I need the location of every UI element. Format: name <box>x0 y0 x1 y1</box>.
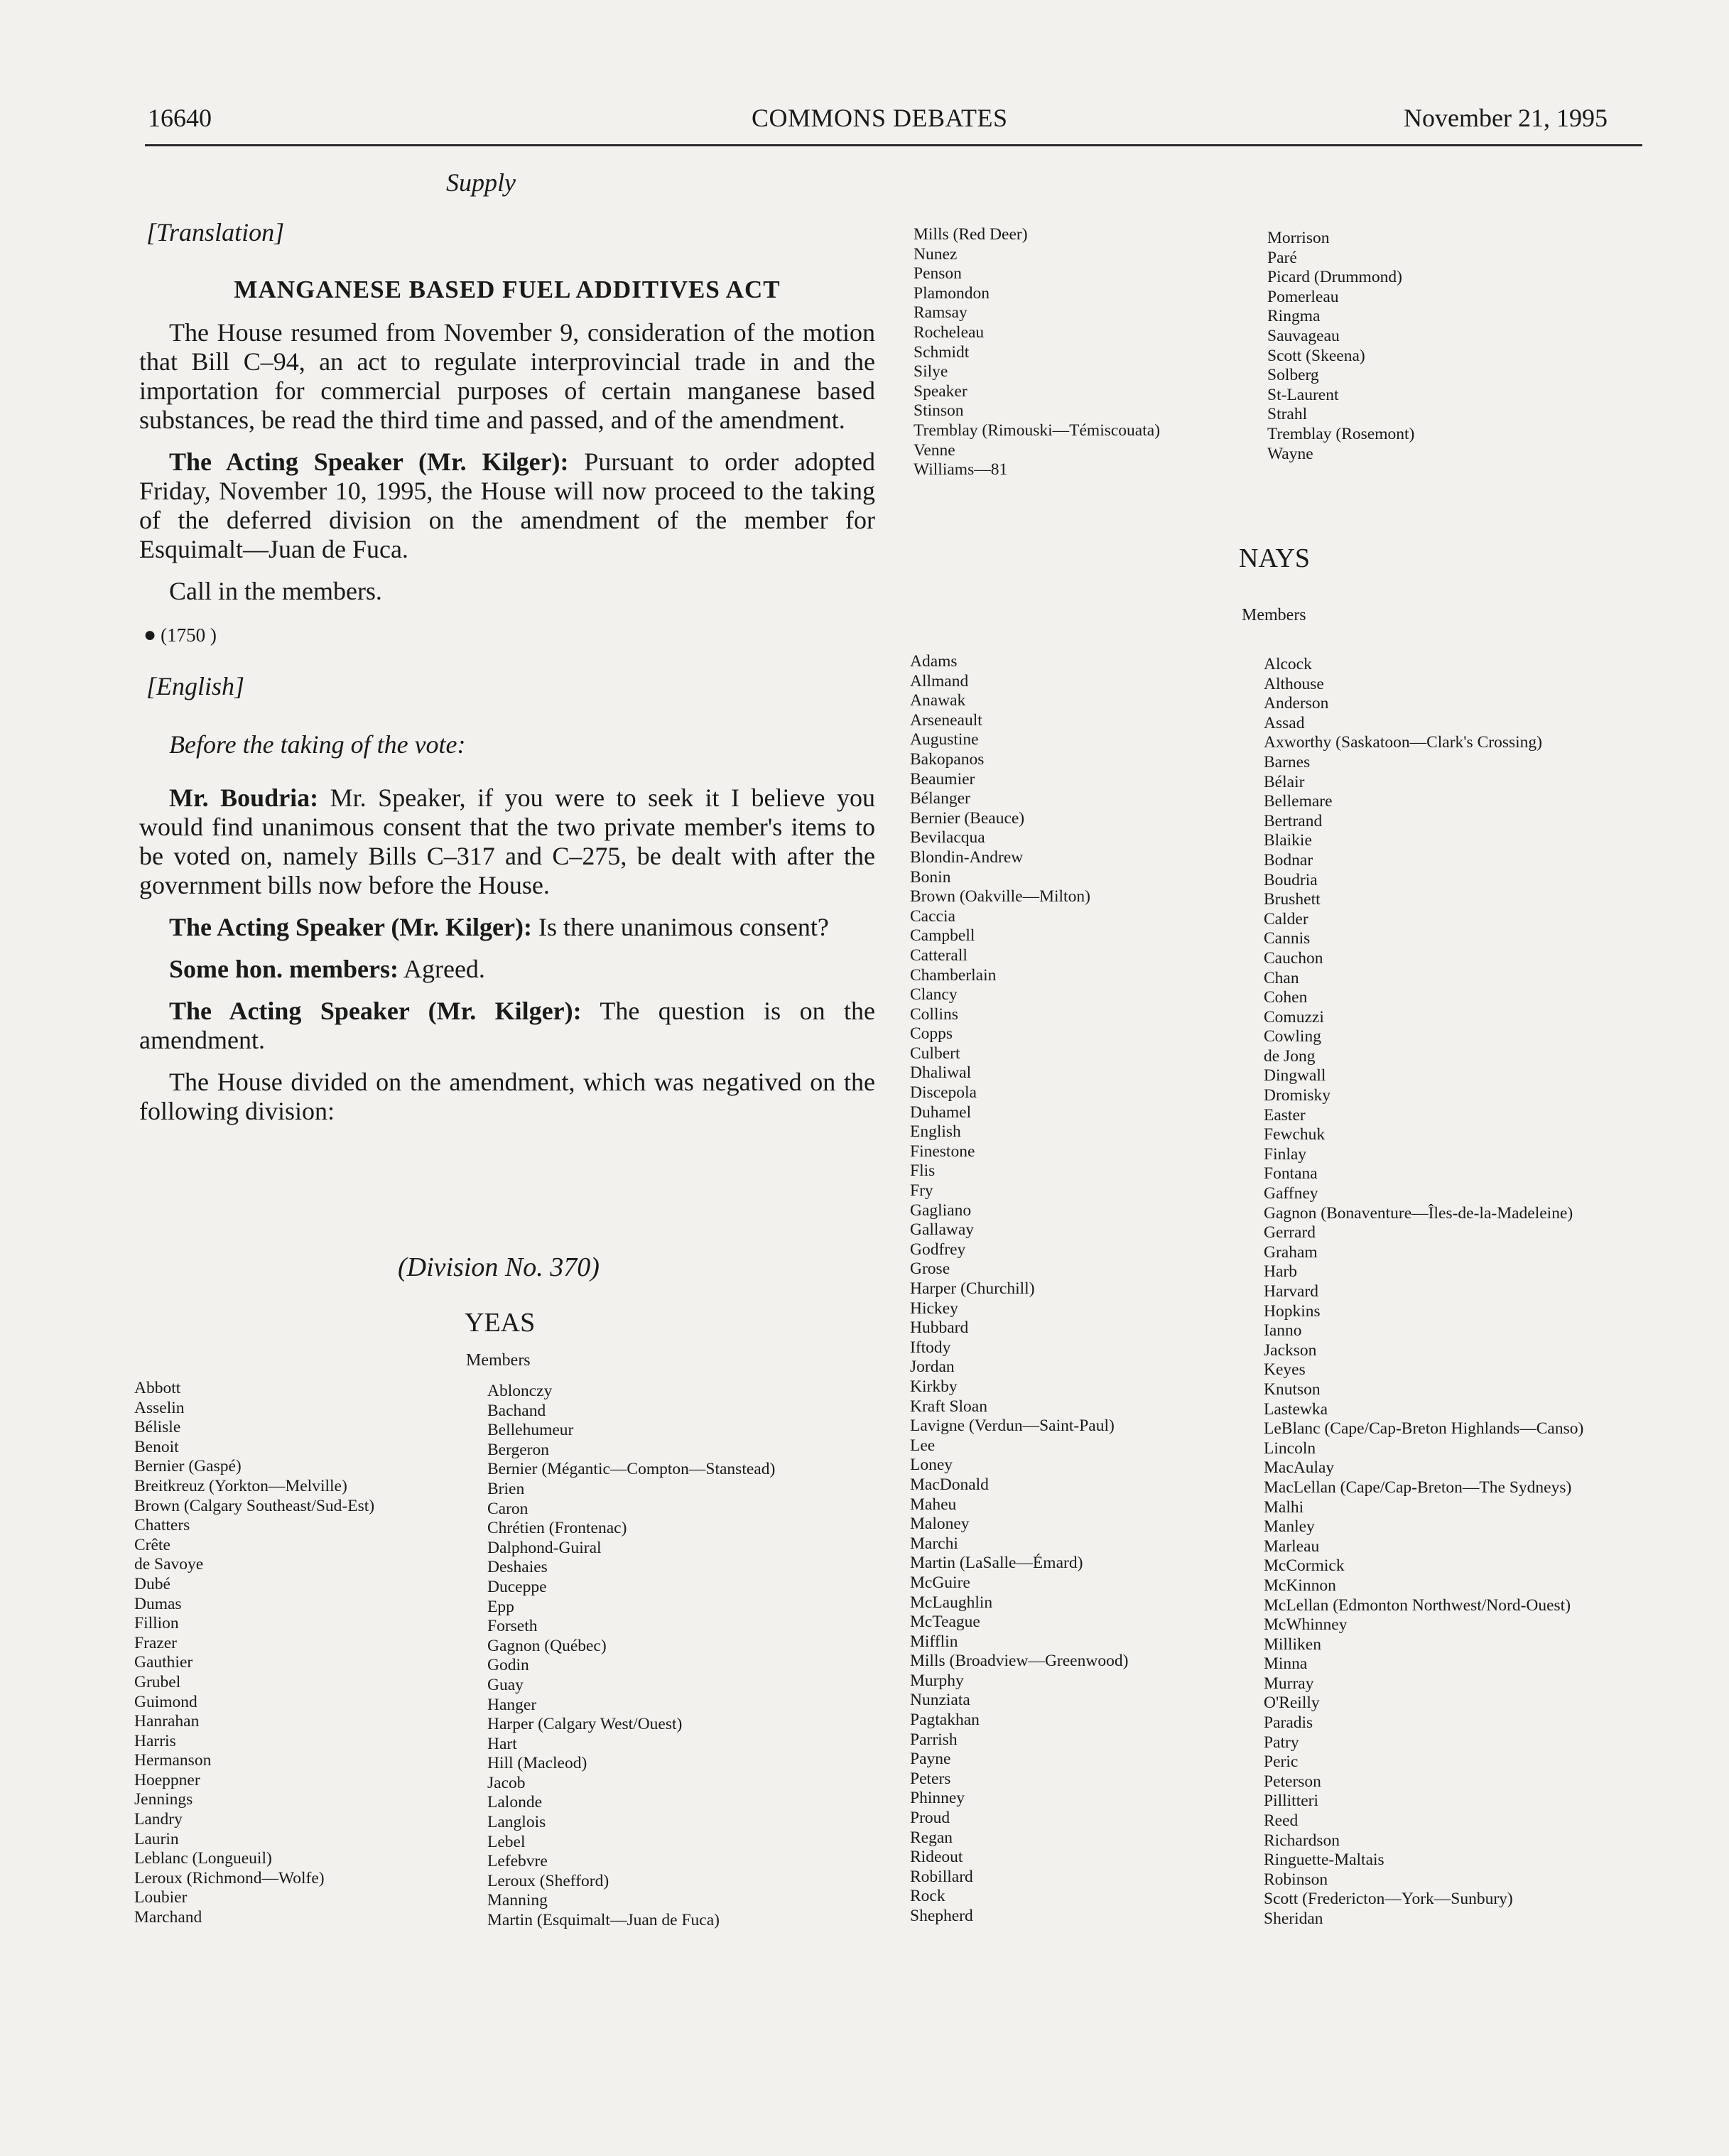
member-name: Harris <box>134 1731 176 1750</box>
member-name: Dhaliwal <box>910 1063 972 1083</box>
agreed-paragraph <box>139 955 875 984</box>
member-name: Discepola <box>910 1083 977 1103</box>
nays-members-label: Members <box>1242 606 1306 624</box>
nays-list-col1 <box>910 652 1128 1927</box>
member-name: O'Reilly <box>1264 1694 1320 1713</box>
member-name: Penson <box>914 264 962 283</box>
member-name: Ramsay <box>914 303 968 323</box>
member-name: Finestone <box>910 1142 975 1161</box>
yeas-list-col4 <box>1267 229 1414 464</box>
member-name: Campbell <box>910 926 975 946</box>
member-name: Brushett <box>1264 890 1321 909</box>
member-name: Payne <box>910 1750 951 1769</box>
member-name: Bellemare <box>1264 792 1333 811</box>
member-name: Anderson <box>1264 694 1329 713</box>
member-name: Chan <box>1264 968 1299 987</box>
speaker-text: Mr. Speaker, if you were to seek it I believe you would find unanimous consent that the two private member's items to be voted on, namely Bills C–317 and C–275, be dealt with after the government bills now before the House. <box>139 784 875 899</box>
member-name: Lee <box>910 1436 936 1455</box>
member-name: Allmand <box>910 671 969 690</box>
member-name: Iftody <box>910 1338 951 1357</box>
member-name: Manning <box>487 1891 548 1910</box>
member-name: Silye <box>914 362 948 381</box>
member-name: Epp <box>487 1597 514 1616</box>
member-name: Schmidt <box>914 342 970 362</box>
member-name: Godin <box>487 1656 529 1675</box>
member-name: Caccia <box>910 906 955 926</box>
yeas-members-label: Members <box>466 1351 531 1370</box>
member-name: Laurin <box>134 1829 179 1848</box>
page-date: November 21, 1995 <box>1404 104 1608 132</box>
member-name: Arseneault <box>910 710 982 730</box>
member-name: Collins <box>910 1004 958 1024</box>
member-name: Stinson <box>914 401 964 421</box>
member-name: Bodnar <box>1264 850 1313 870</box>
page-number: 16640 <box>148 104 212 132</box>
yeas-list-col2 <box>487 1382 775 1931</box>
member-name: Richardson <box>1264 1831 1340 1850</box>
member-name: Forseth <box>487 1617 538 1636</box>
member-name: Beaumier <box>910 769 975 789</box>
member-name: Cannis <box>1264 929 1311 948</box>
member-name: Lincoln <box>1264 1439 1316 1458</box>
member-name: McGuire <box>910 1573 970 1592</box>
speaker-name: The Acting Speaker (Mr. Kilger): <box>169 448 569 476</box>
member-name: Dubé <box>134 1574 170 1593</box>
member-name: Axworthy (Saskatoon—Clark's Crossing) <box>1264 733 1542 752</box>
member-name: Bernier (Mégantic—Compton—Stanstead) <box>487 1460 776 1479</box>
member-name: Abbott <box>134 1379 181 1397</box>
speaker-name: The Acting Speaker (Mr. Kilger): <box>169 997 582 1025</box>
member-name: Landry <box>134 1810 183 1829</box>
member-name: McWhinney <box>1264 1615 1348 1635</box>
act-title: MANGANESE BASED FUEL ADDITIVES ACT <box>234 276 781 303</box>
member-name: Regan <box>910 1828 953 1847</box>
member-name: Speaker <box>914 381 968 401</box>
member-name: Blaikie <box>1264 831 1312 850</box>
member-name: MacDonald <box>910 1475 989 1494</box>
member-name: de Jong <box>1264 1046 1316 1066</box>
member-name: Harper (Churchill) <box>910 1279 1035 1298</box>
member-name: McLellan (Edmonton Northwest/Nord-Ouest) <box>1264 1596 1571 1615</box>
member-name: Leroux (Shefford) <box>487 1871 609 1890</box>
member-name: Nunez <box>914 244 958 264</box>
member-name: Ringuette-Maltais <box>1264 1851 1384 1870</box>
member-name: Dingwall <box>1264 1066 1326 1085</box>
member-name: Lefebvre <box>487 1852 548 1871</box>
member-name: Robinson <box>1264 1870 1328 1889</box>
member-name: Duhamel <box>910 1103 972 1122</box>
before-vote-line: Before the taking of the vote: <box>169 730 466 759</box>
bullet-icon: ● <box>143 623 157 646</box>
speaker-name: Mr. Boudria: <box>169 784 319 812</box>
member-name: Dalphond-Guiral <box>487 1538 602 1557</box>
member-name: Murray <box>1264 1674 1314 1693</box>
member-name: Gagnon (Bonaventure—Îles-de-la-Madeleine) <box>1264 1203 1573 1223</box>
member-name: Alcock <box>1264 655 1312 673</box>
member-name: Finlay <box>1264 1144 1307 1164</box>
member-name: Picard (Drummond) <box>1267 268 1402 287</box>
member-name: Jacob <box>487 1773 526 1792</box>
member-name: Tremblay (Rimouski—Témiscouata) <box>914 421 1161 440</box>
member-name: Williams—81 <box>914 460 1008 480</box>
running-title: COMMONS DEBATES <box>752 104 1008 132</box>
member-name: McLaughlin <box>910 1593 993 1612</box>
member-name: Lebel <box>487 1832 526 1851</box>
member-name: Reed <box>1264 1811 1299 1831</box>
member-name: Nunziata <box>910 1691 970 1710</box>
member-name: Barnes <box>1264 752 1311 771</box>
header-rule <box>145 144 1642 146</box>
member-name: Knutson <box>1264 1380 1321 1399</box>
member-name: Cowling <box>1264 1027 1321 1046</box>
member-name: Maloney <box>910 1515 970 1534</box>
member-name: Strahl <box>1267 405 1308 424</box>
member-name: Assad <box>1264 713 1305 732</box>
member-name: Kirkby <box>910 1377 958 1396</box>
member-name: Ringma <box>1267 307 1321 326</box>
member-name: Bertrand <box>1264 811 1323 830</box>
member-name: Dromisky <box>1264 1086 1330 1105</box>
member-name: Chamberlain <box>910 965 997 985</box>
member-name: Harb <box>1264 1262 1297 1282</box>
member-name: Cohen <box>1264 988 1308 1007</box>
member-name: Langlois <box>487 1813 546 1832</box>
member-name: Fontana <box>1264 1164 1318 1183</box>
member-name: Lavigne (Verdun—Saint-Paul) <box>910 1416 1115 1436</box>
member-name: McKinnon <box>1264 1576 1336 1595</box>
speaker-paragraph <box>139 448 875 564</box>
member-name: Hart <box>487 1734 517 1753</box>
member-name: Bernier (Beauce) <box>910 808 1025 828</box>
member-name: Hopkins <box>1264 1301 1321 1321</box>
member-name: St-Laurent <box>1267 385 1339 404</box>
member-name: Catterall <box>910 946 968 965</box>
member-name: Harper (Calgary West/Ouest) <box>487 1715 683 1734</box>
member-name: Flis <box>910 1161 936 1181</box>
member-name: Bonin <box>910 867 951 887</box>
member-name: Hanger <box>487 1695 537 1714</box>
member-name: Rocheleau <box>914 323 985 342</box>
member-name: Ablonczy <box>487 1382 553 1400</box>
member-name: Bernier (Gaspé) <box>134 1457 242 1476</box>
member-name: Murphy <box>910 1671 964 1690</box>
member-name: Duceppe <box>487 1577 547 1596</box>
member-name: Godfrey <box>910 1240 966 1259</box>
member-name: Marchand <box>134 1908 202 1927</box>
member-name: Phinney <box>910 1789 965 1808</box>
member-name: Gallaway <box>910 1220 975 1240</box>
member-name: Calder <box>1264 909 1308 928</box>
member-name: Hanrahan <box>134 1712 200 1731</box>
speaker-text: Pursuant to order adopted Friday, November 10, 1995, the House will now proceed to the taking of the deferred division on the amendment of the member for Esquimalt—Juan de Fuca. <box>139 448 875 563</box>
member-name: Morrison <box>1267 229 1330 247</box>
member-name: LeBlanc (Cape/Cap-Breton Highlands—Canso) <box>1264 1419 1584 1439</box>
yeas-list-col3 <box>914 225 1160 480</box>
member-name: Bélair <box>1264 772 1305 791</box>
member-name: Mills (Red Deer) <box>914 225 1028 244</box>
translation-tag: [Translation] <box>146 218 285 247</box>
member-name: Brien <box>487 1479 525 1498</box>
time-stamp-text: (1750 ) <box>161 624 217 646</box>
member-name: Lastewka <box>1264 1399 1328 1419</box>
member-name: Caron <box>487 1499 529 1518</box>
member-name: Gerrard <box>1264 1223 1316 1242</box>
member-name: Anawak <box>910 691 966 710</box>
member-name: Rock <box>910 1887 945 1906</box>
question-paragraph <box>139 997 875 1055</box>
member-name: Brown (Oakville—Milton) <box>910 887 1090 906</box>
member-name: Adams <box>910 652 958 671</box>
member-name: Paradis <box>1264 1713 1313 1733</box>
member-name: Leroux (Richmond—Wolfe) <box>134 1868 325 1887</box>
member-name: Hoeppner <box>134 1770 200 1789</box>
member-name: Tremblay (Rosemont) <box>1267 424 1415 443</box>
speaker-text: Agreed. <box>398 955 485 983</box>
member-name: Blondin-Andrew <box>910 847 1024 867</box>
consent-paragraph <box>139 913 875 942</box>
member-name: MacAulay <box>1264 1458 1335 1478</box>
member-name: Patry <box>1264 1733 1299 1752</box>
member-name: de Savoye <box>134 1555 204 1574</box>
member-name: Robillard <box>910 1867 973 1886</box>
member-name: Clancy <box>910 985 958 1004</box>
member-name: Leblanc (Longueuil) <box>134 1849 272 1868</box>
speaker-text: The question is on the amendment. <box>139 997 875 1054</box>
division-intro-paragraph: The House divided on the amendment, which was negatived on the following division: <box>139 1068 875 1125</box>
member-name: Martin (LaSalle—Émard) <box>910 1554 1083 1573</box>
member-name: Pagtakhan <box>910 1711 980 1730</box>
boudria-paragraph <box>139 784 875 900</box>
member-name: Bellehumeur <box>487 1421 574 1440</box>
member-name: Dumas <box>134 1594 182 1613</box>
member-name: Loubier <box>134 1888 188 1907</box>
member-name: Ianno <box>1264 1321 1302 1340</box>
member-name: Minna <box>1264 1654 1308 1674</box>
member-name: Guay <box>487 1675 524 1694</box>
member-name: Malhi <box>1264 1497 1304 1517</box>
member-name: Parrish <box>910 1730 958 1749</box>
member-name: Bergeron <box>487 1440 550 1459</box>
member-name: Bélisle <box>134 1418 181 1437</box>
member-name: Deshaies <box>487 1558 548 1577</box>
member-name: Gaffney <box>1264 1184 1318 1203</box>
member-name: Pillitteri <box>1264 1792 1319 1811</box>
speaker-name: Some hon. members: <box>169 955 399 983</box>
member-name: Milliken <box>1264 1635 1321 1654</box>
member-name: Brown (Calgary Southeast/Sud-Est) <box>134 1496 375 1515</box>
member-name: Solberg <box>1267 366 1319 385</box>
member-name: Jordan <box>910 1358 955 1377</box>
member-name: Fewchuk <box>1264 1125 1326 1144</box>
member-name: Hill (Macleod) <box>487 1754 587 1773</box>
member-name: Bevilacqua <box>910 828 985 847</box>
member-name: Hickey <box>910 1299 958 1318</box>
member-name: Martin (Esquimalt—Juan de Fuca) <box>487 1911 720 1930</box>
member-name: Grose <box>910 1260 950 1279</box>
english-tag: [English] <box>146 672 245 700</box>
member-name: Rideout <box>910 1848 963 1867</box>
section-label: Supply <box>446 168 516 197</box>
member-name: Mills (Broadview—Greenwood) <box>910 1652 1129 1671</box>
member-name: Guimond <box>134 1692 197 1711</box>
member-name: Fry <box>910 1181 933 1201</box>
member-name: MacLellan (Cape/Cap-Breton—The Sydneys) <box>1264 1478 1572 1497</box>
call-members-paragraph: Call in the members. <box>169 577 382 605</box>
member-name: Asselin <box>134 1398 185 1417</box>
member-name: Chatters <box>134 1516 190 1535</box>
member-name: Bachand <box>487 1401 546 1420</box>
resumption-paragraph: The House resumed from November 9, consideration of the motion that Bill C–94, an act to regulate interprovincial trade in and the importation for commercial purposes of certain manganese based substances, be read the third time and passed, and of the amendment. <box>139 318 875 434</box>
member-name: Harvard <box>1264 1282 1318 1301</box>
member-name: Gagliano <box>910 1201 972 1220</box>
member-name: Marchi <box>910 1534 958 1553</box>
yeas-list-col1 <box>134 1379 374 1928</box>
member-name: Comuzzi <box>1264 1007 1324 1026</box>
member-name: Bakopanos <box>910 749 985 769</box>
member-name: McCormick <box>1264 1556 1345 1576</box>
member-name: English <box>910 1122 961 1142</box>
member-name: Mifflin <box>910 1632 958 1651</box>
member-name: Pomerleau <box>1267 287 1339 306</box>
division-number: (Division No. 370) <box>398 1252 600 1282</box>
member-name: Wayne <box>1267 444 1313 463</box>
member-name: Lalonde <box>487 1793 542 1812</box>
member-name: Boudria <box>1264 870 1318 889</box>
member-name: Venne <box>914 440 955 460</box>
member-name: Jennings <box>134 1790 193 1809</box>
member-name: Hermanson <box>134 1751 212 1770</box>
member-name: Gauthier <box>134 1653 193 1672</box>
member-name: Scott (Fredericton—York—Sunbury) <box>1264 1890 1513 1909</box>
member-name: Hubbard <box>910 1318 969 1338</box>
member-name: Maheu <box>910 1495 957 1514</box>
speaker-text: Is there unanimous consent? <box>531 913 829 941</box>
member-name: Breitkreuz (Yorkton—Melville) <box>134 1476 347 1495</box>
member-name: Augustine <box>910 730 979 749</box>
member-name: Benoit <box>134 1437 179 1456</box>
member-name: Chrétien (Frontenac) <box>487 1519 627 1538</box>
member-name: Shepherd <box>910 1907 973 1925</box>
member-name: Peric <box>1264 1753 1299 1772</box>
member-name: Keyes <box>1264 1360 1306 1380</box>
member-name: Manley <box>1264 1517 1315 1537</box>
member-name: Frazer <box>134 1633 178 1652</box>
member-name: Sauvageau <box>1267 326 1340 345</box>
member-name: Easter <box>1264 1105 1306 1125</box>
member-name: Jackson <box>1264 1340 1317 1360</box>
member-name: McTeague <box>910 1613 980 1632</box>
member-name: Cauchon <box>1264 948 1323 968</box>
member-name: Grubel <box>134 1672 181 1691</box>
member-name: Bélanger <box>910 789 970 808</box>
yeas-heading: YEAS <box>465 1308 536 1338</box>
time-stamp <box>143 623 875 647</box>
nays-list-col2 <box>1264 655 1583 1929</box>
debate-text-column <box>139 217 875 1139</box>
member-name: Althouse <box>1264 674 1324 693</box>
member-name: Paré <box>1267 248 1297 267</box>
member-name: Copps <box>910 1024 953 1044</box>
member-name: Graham <box>1264 1242 1318 1262</box>
member-name: Culbert <box>910 1044 960 1063</box>
member-name: Sheridan <box>1264 1909 1323 1928</box>
member-name: Gagnon (Québec) <box>487 1636 607 1655</box>
member-name: Kraft Sloan <box>910 1397 987 1416</box>
member-name: Fillion <box>134 1614 179 1633</box>
member-name: Scott (Skeena) <box>1267 346 1365 365</box>
member-name: Loney <box>910 1456 953 1475</box>
member-name: Peters <box>910 1769 951 1788</box>
member-name: Crête <box>134 1535 170 1554</box>
nays-heading: NAYS <box>1239 543 1310 573</box>
speaker-name: The Acting Speaker (Mr. Kilger): <box>169 913 532 941</box>
member-name: Proud <box>910 1809 950 1828</box>
member-name: Peterson <box>1264 1772 1321 1791</box>
member-name: Plamondon <box>914 283 990 303</box>
member-name: Marleau <box>1264 1537 1320 1556</box>
